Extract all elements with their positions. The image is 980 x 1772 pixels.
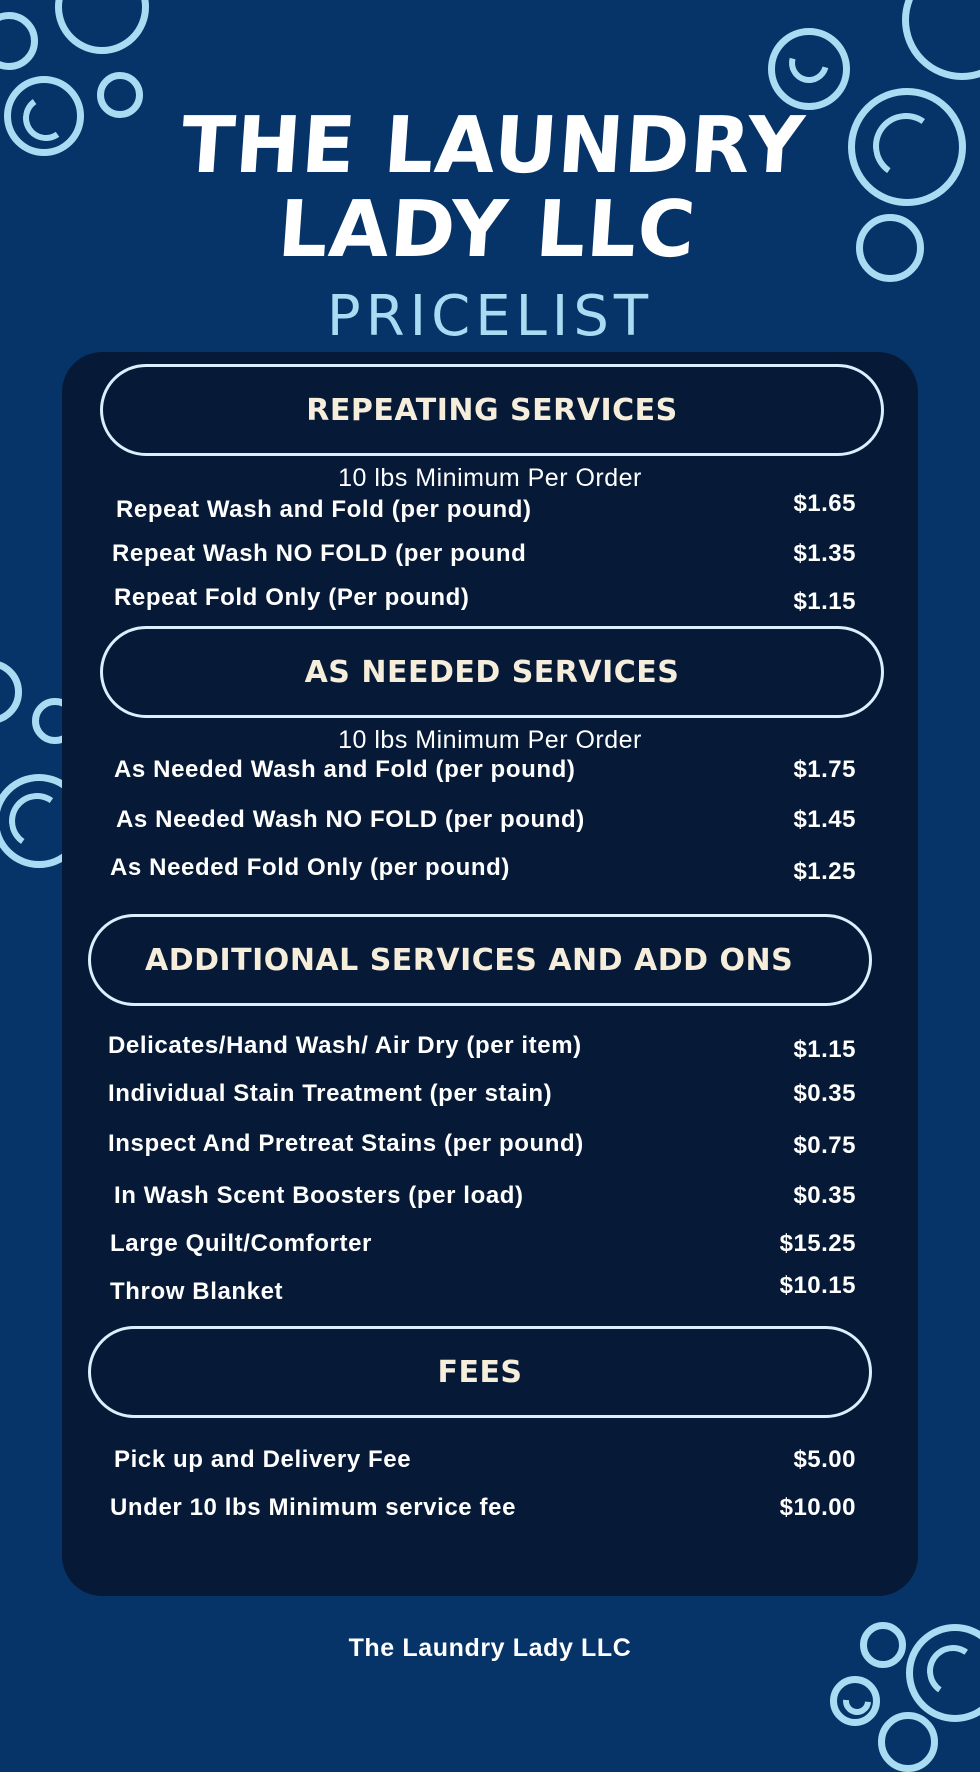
price-item-name: In Wash Scent Boosters (per load) [114, 1182, 524, 1209]
price-item-value: $10.00 [779, 1494, 856, 1521]
price-item-value: $1.15 [793, 588, 856, 615]
minimum-order-note: 10 lbs Minimum Per Order [338, 464, 642, 492]
price-item-value: $5.00 [793, 1446, 856, 1473]
price-item-value: $1.45 [793, 806, 856, 833]
section-heading-additional: ADDITIONAL SERVICES AND ADD ONS [88, 914, 872, 1006]
title-line-2: LADY LLC [275, 185, 699, 275]
price-item-value: $0.75 [793, 1132, 856, 1159]
price-item-value: $10.15 [779, 1272, 856, 1299]
price-item-value: $0.35 [793, 1182, 856, 1209]
bubble-icon [902, 0, 980, 80]
price-item-value: $1.65 [793, 490, 856, 517]
title-line-1: THE LAUNDRY [178, 101, 808, 191]
price-item-name: As Needed Wash NO FOLD (per pound) [116, 806, 585, 833]
price-item-value: $1.15 [793, 1036, 856, 1063]
section-heading-as-needed: AS NEEDED SERVICES [100, 626, 884, 718]
price-item-name: As Needed Wash and Fold (per pound) [114, 756, 576, 783]
price-item-name: Pick up and Delivery Fee [114, 1446, 412, 1473]
minimum-order-note: 10 lbs Minimum Per Order [338, 726, 642, 754]
price-item-name: Throw Blanket [110, 1278, 284, 1305]
section-heading-fees: FEES [88, 1326, 872, 1418]
price-item-value: $1.75 [793, 756, 856, 783]
bubble-icon [830, 1676, 880, 1726]
price-item-value: $15.25 [779, 1230, 856, 1257]
page-subtitle: PRICELIST [326, 284, 654, 349]
bubble-icon [878, 1712, 938, 1772]
footer-business-name: The Laundry Lady LLC [348, 1634, 632, 1662]
price-item-name: Repeat Wash and Fold (per pound) [116, 496, 532, 523]
price-item-value: $0.35 [793, 1080, 856, 1107]
price-item-name: Repeat Wash NO FOLD (per pound [112, 540, 527, 567]
bubble-icon [0, 660, 22, 724]
price-item-name: Inspect And Pretreat Stains (per pound) [108, 1130, 584, 1157]
price-item-name: Under 10 lbs Minimum service fee [110, 1494, 517, 1521]
price-item-value: $1.35 [793, 540, 856, 567]
price-item-value: $1.25 [793, 858, 856, 885]
price-item-name: As Needed Fold Only (per pound) [110, 854, 510, 881]
price-item-name: Repeat Fold Only (Per pound) [114, 584, 470, 611]
bubble-icon [55, 0, 149, 54]
pricelist-card [62, 352, 918, 1596]
bubble-icon [0, 12, 38, 70]
section-heading-repeating: REPEATING SERVICES [100, 364, 884, 456]
price-item-name: Delicates/Hand Wash/ Air Dry (per item) [108, 1032, 582, 1059]
price-item-name: Large Quilt/Comforter [110, 1230, 372, 1257]
page-title [0, 101, 980, 275]
bubble-icon [768, 28, 850, 110]
price-item-name: Individual Stain Treatment (per stain) [108, 1080, 553, 1107]
